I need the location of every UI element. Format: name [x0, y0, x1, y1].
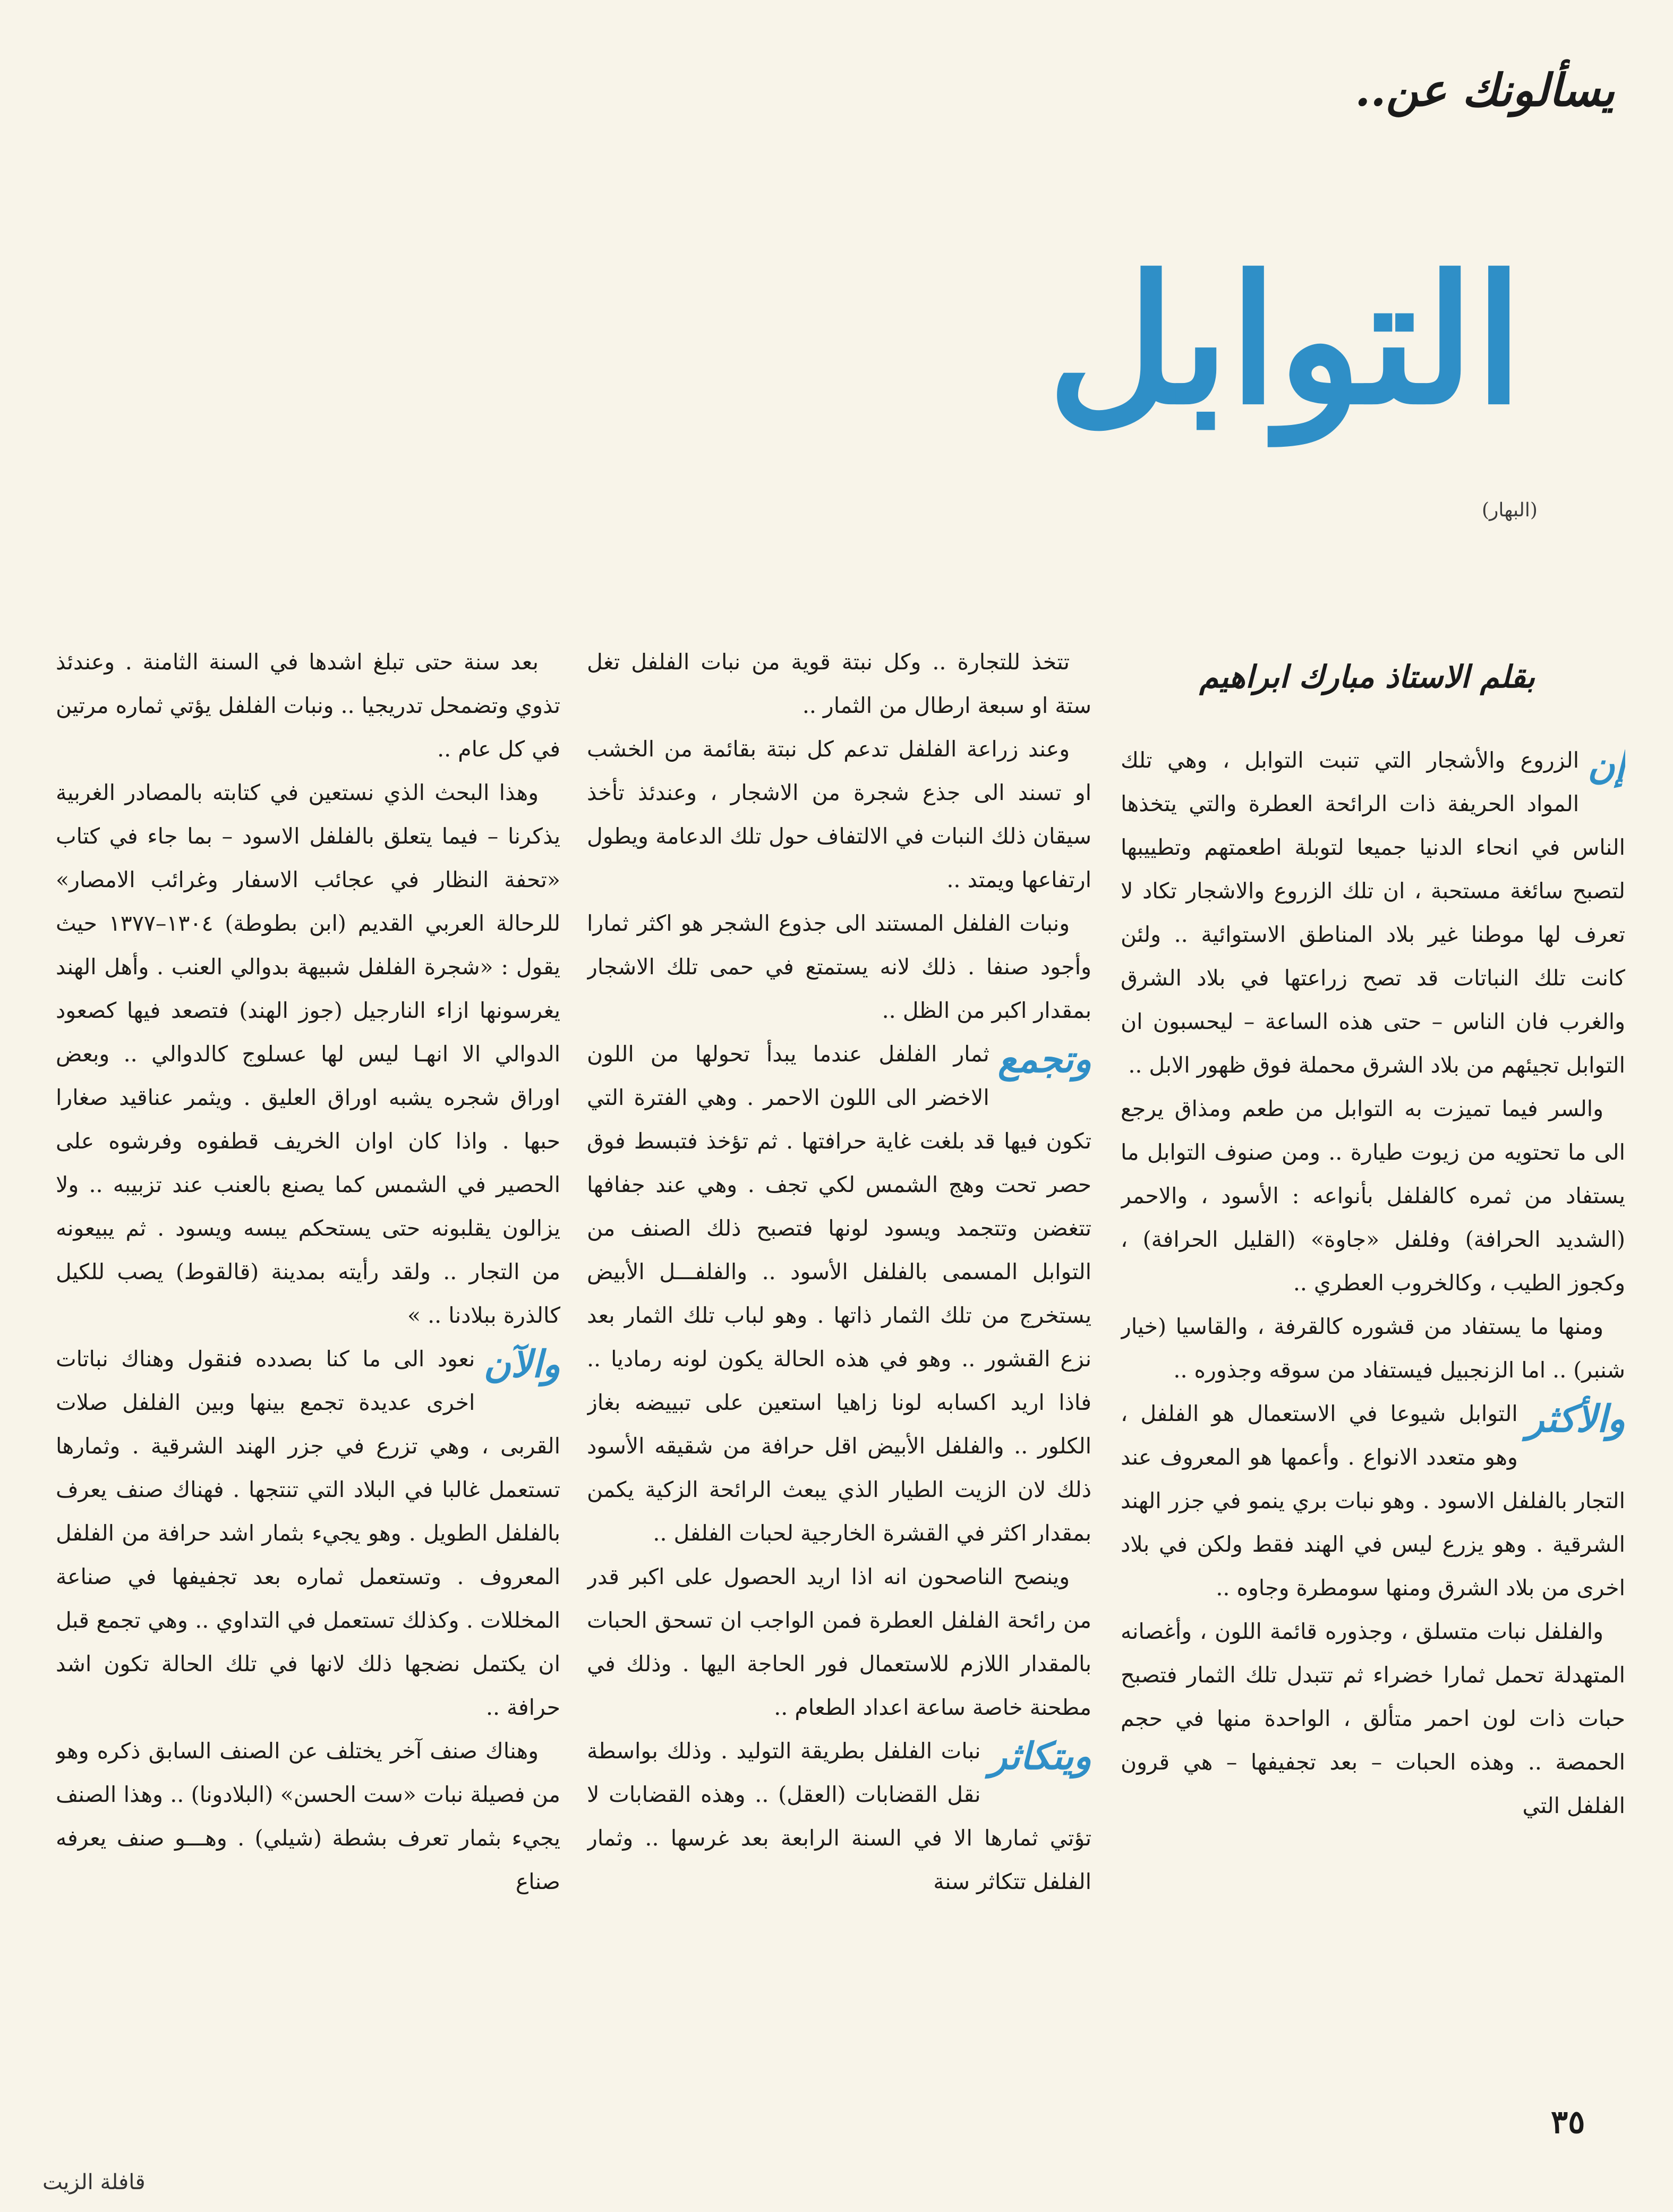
text-column-right	[1121, 738, 1625, 2098]
article-paragraph	[1121, 1392, 1625, 1610]
paragraph-text: ونبات الفلفل المستند الى جذوع الشجر هو اكثر ثمارا وأجود صنفا . ذلك لانه يستمتع في حمى تلك الاشجار بمقدار اكبر من الظل ..	[587, 911, 1091, 1023]
text-column-middle	[587, 640, 1091, 2106]
paragraph-text: نبات الفلفل بطريقة التوليد . وذلك بواسطة نقل القضابات (العقل) .. وهذه القضابات لا تؤتي ثمارها الا في السنة الرابعة بعد غرسها .. وثمار الفلفل تتكاثر سنة	[587, 1738, 1091, 1894]
section-lead-word: إن	[1587, 743, 1625, 787]
paragraph-text: ثمار الفلفل عندما يبدأ تحولها من اللون الاخضر الى اللون الاحمر . وهي الفترة التي تكون فيها قد بلغت غاية حرافتها . ثم تؤخذ فتبسط فوق حصر تحت وهج الشمس لكي تجف . وهي عند جفافها تتغضن وتتجمد ويسود لونها فتصبح ذلك الصنف من التوابل المسمى بالفلفل الأسود .. والفلفـــل الأبيض يستخرج من تلك الثمار ذاتها . وهو لباب تلك الثمار بعد نزع القشور .. وهو في هذه الحالة يكون لونه رماديا .. فاذا اريد اكسابه لونا زاهيا استعين على تبييضه بغاز الكلور .. والفلفل الأبيض اقل حرافة من شقيقه الأسود ذلك لان الزيت الطيار الذي يبعث الرائحة الزكية يكمن بمقدار اكثر في القشرة الخارجية لحبات الفلفل ..	[587, 1041, 1091, 1546]
article-paragraph	[587, 1032, 1091, 1555]
article-paragraph	[1121, 1610, 1625, 1827]
text-column-left	[56, 640, 560, 2106]
article-paragraph	[587, 640, 1091, 727]
article-paragraph	[587, 727, 1091, 901]
paragraph-text: وهناك صنف آخر يختلف عن الصنف السابق ذكره وهو من فصيلة نبات «ست الحسن» (البلادونا) .. وهذا الصنف يجيء بثمار تعرف بشطة (شيلي) . وهـــو صنف يعرفه صناع	[56, 1738, 560, 1894]
paragraph-text: الزروع والأشجار التي تنبت التوابل ، وهي تلك المواد الحريفة ذات الرائحة العطرة والتي يتخذها الناس في انحاء الدنيا جميعا لتوبلة اطعمتهم وتطييبها لتصبح سائغة مستحبة ، ان تلك الزروع والاشجار تكاد لا تعرف لها موطنا غير بلاد المناطق الاستوائية .. ولئن كانت تلك النباتات قد تصح زراعتها في بلاد الشرق والغرب فان الناس – حتى هذه الساعة – ليحسبون ان التوابل تجيئهم من بلاد الشرق محملة فوق ظهور الابل ..	[1121, 747, 1625, 1078]
section-lead-word: والآن	[483, 1342, 560, 1386]
title-tag: (البهار)	[1482, 499, 1538, 521]
paragraph-text: ومنها ما يستفاد من قشوره كالقرفة ، والقاسيا (خيار شنبر) .. اما الزنجبيل فيستفاد من سوقه وجذوره ..	[1121, 1314, 1625, 1383]
article-paragraph	[56, 1337, 560, 1729]
article-paragraph	[587, 1729, 1091, 1903]
article-paragraph	[1121, 1305, 1625, 1392]
paragraph-text: وهذا البحث الذي نستعين في كتابته بالمصادر الغربية يذكرنا – فيما يتعلق بالفلفل الاسود – بما جاء في كتاب «تحفة النظار في عجائب الاسفار وغرائب الامصار» للرحالة العربي القديم (ابن بطوطة) ١٣٠٤–١٣٧٧ حيث يقول : «شجرة الفلفل شبيهة بدوالي العنب . وأهل الهند يغرسونها ازاء النارجيل (جوز الهند) فتصعد فيها كصعود الدوالي الا انهـا ليس لها عسلوج كالدوالي .. وبعض اوراق شجره يشبه اوراق العليق . ويثمر عناقيد صغارا حبها . واذا كان اوان الخريف قطفوه وفرشوه على الحصير في الشمس كما يصنع بالعنب عند تزبيبه .. ولا يزالون يقلبونه حتى يستحكم يبسه ويسود . ثم يبيعونه من التجار .. ولقد رأيته بمدينة (قالقوط) يصب للكيل كالذرة ببلادنا .. »	[56, 780, 560, 1328]
article-paragraph	[1121, 1087, 1625, 1305]
paragraph-text: التوابل شيوعا في الاستعمال هو الفلفل ، وهو متعدد الانواع . وأعمها هو المعروف عند التجار بالفلفل الاسود . وهو نبات بري ينمو في جزر الهند الشرقية . وهو يزرع ليس في الهند فقط ولكن في بلاد اخرى من بلاد الشرق ومنها سومطرة وجاوه ..	[1121, 1401, 1625, 1601]
article-byline: بقلم الاستاذ مبارك ابراهيم	[1199, 659, 1535, 695]
article-paragraph	[587, 901, 1091, 1032]
paragraph-text: وعند زراعة الفلفل تدعم كل نبتة بقائمة من الخشب او تسند الى جذع شجرة من الاشجار ، وعندئذ تأخذ سيقان ذلك النبات في الالتفاف حول تلك الدعامة ويطول ارتفاعها ويمتد ..	[587, 736, 1091, 892]
paragraph-text: بعد سنة حتى تبلغ اشدها في السنة الثامنة . وعندئذ تذوي وتضمحل تدريجيا .. ونبات الفلفل يؤتي ثماره مرتين في كل عام ..	[56, 649, 560, 762]
paragraph-text: والسر فيما تميزت به التوابل من طعم ومذاق يرجع الى ما تحتويه من زيوت طيارة .. ومن صنوف التوابل ما يستفاد من ثمره كالفلفل بأنواعه : الأسود ، والاحمر (الشديد الحرافة) وفلفل «جاوة» (القليل الحرافة) ، وكجوز الطيب ، وكالخروب العطري ..	[1121, 1096, 1625, 1296]
section-lead-word: وتجمع	[997, 1037, 1091, 1081]
section-lead-word: والأكثر	[1526, 1397, 1625, 1441]
section-lead-word: ويتكاثر	[989, 1734, 1091, 1778]
article-title: التوابل	[1047, 237, 1523, 443]
article-paragraph	[1121, 738, 1625, 1087]
paragraph-text: نعود الى ما كنا بصدده فنقول وهناك نباتات اخرى عديدة تجمع بينها وبين الفلفل صلات القربى ، وهي تزرع في جزر الهند الشرقية . وثمارها تستعمل غالبا في البلاد التي تنتجها . فهناك صنف يعرف بالفلفل الطويل . وهو يجيء بثمار اشد حرافة من الفلفل المعروف . وتستعمل ثماره بعد تجفيفها في صناعة المخللات . وكذلك تستعمل في التداوي .. وهي تجمع قبل ان يكتمل نضجها ذلك لانها في تلك الحالة تكون اشد حرافة ..	[56, 1346, 560, 1720]
article-paragraph	[587, 1555, 1091, 1729]
article-paragraph	[56, 1729, 560, 1903]
article-kicker: يسألونك عن..	[1355, 64, 1615, 116]
page-number: ٣٥	[1551, 2104, 1585, 2141]
paragraph-text: تتخذ للتجارة .. وكل نبتة قوية من نبات الفلفل تغل ستة او سبعة ارطال من الثمار ..	[587, 649, 1091, 718]
article-paragraph	[56, 771, 560, 1337]
paragraph-text: وينصح الناصحون انه اذا اريد الحصول على اكبر قدر من رائحة الفلفل العطرة فمن الواجب ان تسحق الحبات بالمقدار اللازم للاستعمال فور الحاجة اليها . وذلك في مطحنة خاصة ساعة اعداد الطعام ..	[587, 1564, 1091, 1720]
paragraph-text: والفلفل نبات متسلق ، وجذوره قائمة اللون ، وأغصانه المتهدلة تحمل ثمارا خضراء ثم تتبدل تلك الثمار فتصبح حبات ذات لون احمر متألق ، الواحدة منها في حجم الحمصة .. وهذه الحبات – بعد تجفيفها – هي قرون الفلفل التي	[1121, 1619, 1625, 1818]
article-paragraph	[56, 640, 560, 771]
magazine-name: قافلة الزيت	[42, 2170, 146, 2194]
